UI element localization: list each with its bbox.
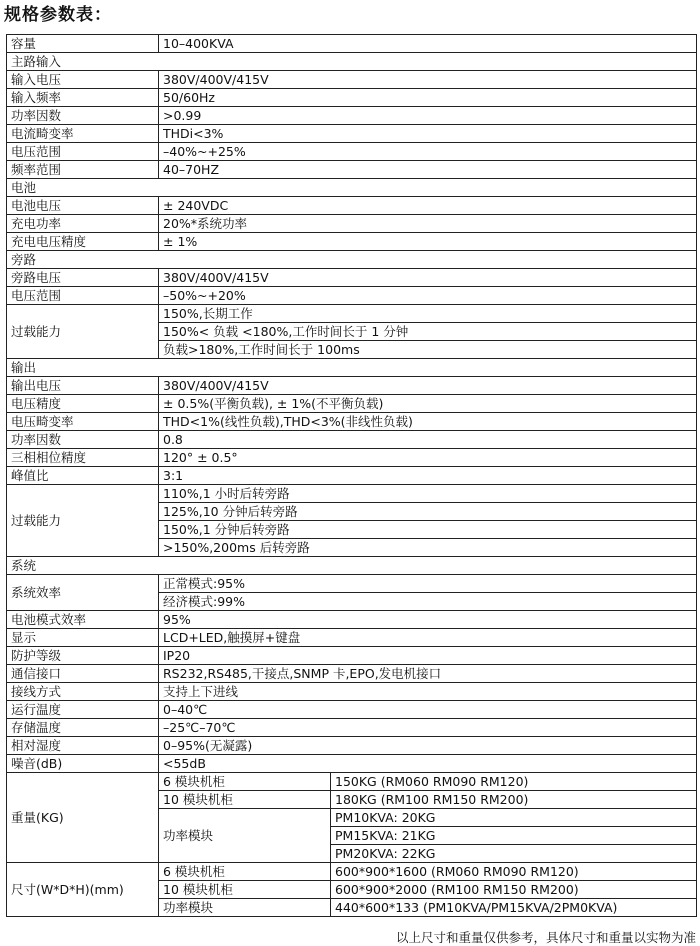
spec-row xyxy=(7,377,697,395)
spec-table-body xyxy=(7,35,697,917)
spec-label: 功率因数 xyxy=(7,431,159,449)
section-row xyxy=(7,179,697,197)
spec-value: 正常模式:95% xyxy=(159,575,697,593)
spec-value: 125%,10 分钟后转旁路 xyxy=(159,503,697,521)
spec-label: 电压范围 xyxy=(7,143,159,161)
spec-label: 充电电压精度 xyxy=(7,233,159,251)
spec-value: >150%,200ms 后转旁路 xyxy=(159,539,697,557)
spec-value: >0.99 xyxy=(159,107,697,125)
spec-row xyxy=(7,71,697,89)
spec-row xyxy=(7,287,697,305)
sub-label: 6 模块机柜 xyxy=(159,773,331,791)
spec-value: ± 0.5%(平衡负载), ± 1%(不平衡负载) xyxy=(159,395,697,413)
section-label: 系统 xyxy=(7,557,697,575)
spec-row xyxy=(7,161,697,179)
spec-value: 0.8 xyxy=(159,431,697,449)
section-row xyxy=(7,359,697,377)
sub-label: 功率模块 xyxy=(159,809,331,863)
spec-value: RS232,RS485,干接点,SNMP 卡,EPO,发电机接口 xyxy=(159,665,697,683)
spec-value: 0–95%(无凝露) xyxy=(159,737,697,755)
spec-label: 输入电压 xyxy=(7,71,159,89)
sub-label: 功率模块 xyxy=(159,899,331,917)
footnote: 以上尺寸和重量仅供参考，具体尺寸和重量以实物为准 xyxy=(395,930,696,945)
spec-label: 电压畸变率 xyxy=(7,413,159,431)
spec-value: 150KG (RM060 RM090 RM120) xyxy=(331,773,697,791)
spec-value: 180KG (RM100 RM150 RM200) xyxy=(331,791,697,809)
spec-label: 充电功率 xyxy=(7,215,159,233)
spec-value: 600*900*2000 (RM100 RM150 RM200) xyxy=(331,881,697,899)
spec-value: 150%,1 分钟后转旁路 xyxy=(159,521,697,539)
spec-row xyxy=(7,467,697,485)
spec-value: THDi<3% xyxy=(159,125,697,143)
spec-value: 0–40℃ xyxy=(159,701,697,719)
spec-row xyxy=(7,395,697,413)
spec-row xyxy=(7,413,697,431)
spec-row xyxy=(7,107,697,125)
spec-label: 功率因数 xyxy=(7,107,159,125)
spec-row xyxy=(7,305,697,323)
spec-label: 峰值比 xyxy=(7,467,159,485)
spec-value: IP20 xyxy=(159,647,697,665)
spec-value: 440*600*133 (PM10KVA/PM15KVA/2PM0KVA) xyxy=(331,899,697,917)
spec-label: 电流畸变率 xyxy=(7,125,159,143)
spec-row xyxy=(7,89,697,107)
spec-value: 支持上下进线 xyxy=(159,683,697,701)
spec-row xyxy=(7,449,697,467)
section-label: 输出 xyxy=(7,359,697,377)
spec-value: PM20KVA: 22KG xyxy=(331,845,697,863)
spec-label: 尺寸(W*D*H)(mm) xyxy=(7,863,159,917)
spec-label: 电池电压 xyxy=(7,197,159,215)
sub-label: 10 模块机柜 xyxy=(159,791,331,809)
spec-value: 380V/400V/415V xyxy=(159,269,697,287)
spec-value: –50%~+20% xyxy=(159,287,697,305)
spec-value: <55dB xyxy=(159,755,697,773)
spec-row xyxy=(7,35,697,53)
spec-value: LCD+LED,触摸屏+键盘 xyxy=(159,629,697,647)
spec-label: 系统效率 xyxy=(7,575,159,611)
spec-row xyxy=(7,773,697,791)
spec-label: 噪音(dB) xyxy=(7,755,159,773)
spec-label: 频率范围 xyxy=(7,161,159,179)
spec-row xyxy=(7,683,697,701)
spec-value: PM10KVA: 20KG xyxy=(331,809,697,827)
spec-row xyxy=(7,233,697,251)
spec-label: 过载能力 xyxy=(7,485,159,557)
spec-value: 600*900*1600 (RM060 RM090 RM120) xyxy=(331,863,697,881)
spec-value: 150%,长期工作 xyxy=(159,305,697,323)
section-row xyxy=(7,53,697,71)
spec-value: 3:1 xyxy=(159,467,697,485)
spec-label: 重量(KG) xyxy=(7,773,159,863)
page-title: 规格参数表： xyxy=(4,5,112,25)
spec-row xyxy=(7,215,697,233)
spec-label: 容量 xyxy=(7,35,159,53)
spec-row xyxy=(7,755,697,773)
spec-value: 380V/400V/415V xyxy=(159,71,697,89)
spec-row xyxy=(7,719,697,737)
spec-label: 接线方式 xyxy=(7,683,159,701)
spec-value: –40%~+25% xyxy=(159,143,697,161)
spec-value: 50/60Hz xyxy=(159,89,697,107)
spec-value: PM15KVA: 21KG xyxy=(331,827,697,845)
spec-label: 输出电压 xyxy=(7,377,159,395)
spec-row xyxy=(7,197,697,215)
spec-value: 110%,1 小时后转旁路 xyxy=(159,485,697,503)
spec-label: 电压精度 xyxy=(7,395,159,413)
spec-row xyxy=(7,485,697,503)
spec-value: ± 1% xyxy=(159,233,697,251)
spec-label: 存储温度 xyxy=(7,719,159,737)
spec-value: 10–400KVA xyxy=(159,35,697,53)
spec-label: 显示 xyxy=(7,629,159,647)
spec-label: 三相相位精度 xyxy=(7,449,159,467)
spec-label: 输入频率 xyxy=(7,89,159,107)
spec-label: 防护等级 xyxy=(7,647,159,665)
spec-value: –25℃–70℃ xyxy=(159,719,697,737)
spec-value: 150%< 负载 <180%,工作时间长于 1 分钟 xyxy=(159,323,697,341)
spec-row xyxy=(7,737,697,755)
spec-value: 经济模式:99% xyxy=(159,593,697,611)
spec-value: 20%*系统功率 xyxy=(159,215,697,233)
spec-value: 380V/400V/415V xyxy=(159,377,697,395)
section-row xyxy=(7,557,697,575)
spec-label: 通信接口 xyxy=(7,665,159,683)
spec-label: 运行温度 xyxy=(7,701,159,719)
spec-row xyxy=(7,701,697,719)
spec-row xyxy=(7,863,697,881)
spec-label: 过载能力 xyxy=(7,305,159,359)
spec-row xyxy=(7,647,697,665)
spec-value: 负载>180%,工作时间长于 100ms xyxy=(159,341,697,359)
spec-value: THD<1%(线性负载),THD<3%(非线性负载) xyxy=(159,413,697,431)
spec-row xyxy=(7,665,697,683)
section-label: 主路输入 xyxy=(7,53,697,71)
spec-row xyxy=(7,629,697,647)
spec-row xyxy=(7,611,697,629)
spec-label: 电池模式效率 xyxy=(7,611,159,629)
section-label: 旁路 xyxy=(7,251,697,269)
spec-label: 电压范围 xyxy=(7,287,159,305)
spec-label: 旁路电压 xyxy=(7,269,159,287)
spec-table xyxy=(6,34,697,917)
section-row xyxy=(7,251,697,269)
spec-row xyxy=(7,143,697,161)
spec-value: 95% xyxy=(159,611,697,629)
spec-row xyxy=(7,431,697,449)
sub-label: 6 模块机柜 xyxy=(159,863,331,881)
sub-label: 10 模块机柜 xyxy=(159,881,331,899)
spec-row xyxy=(7,125,697,143)
spec-row xyxy=(7,575,697,593)
spec-label: 相对湿度 xyxy=(7,737,159,755)
spec-value: 120° ± 0.5° xyxy=(159,449,697,467)
spec-value: 40–70HZ xyxy=(159,161,697,179)
section-label: 电池 xyxy=(7,179,697,197)
spec-value: ± 240VDC xyxy=(159,197,697,215)
spec-row xyxy=(7,269,697,287)
